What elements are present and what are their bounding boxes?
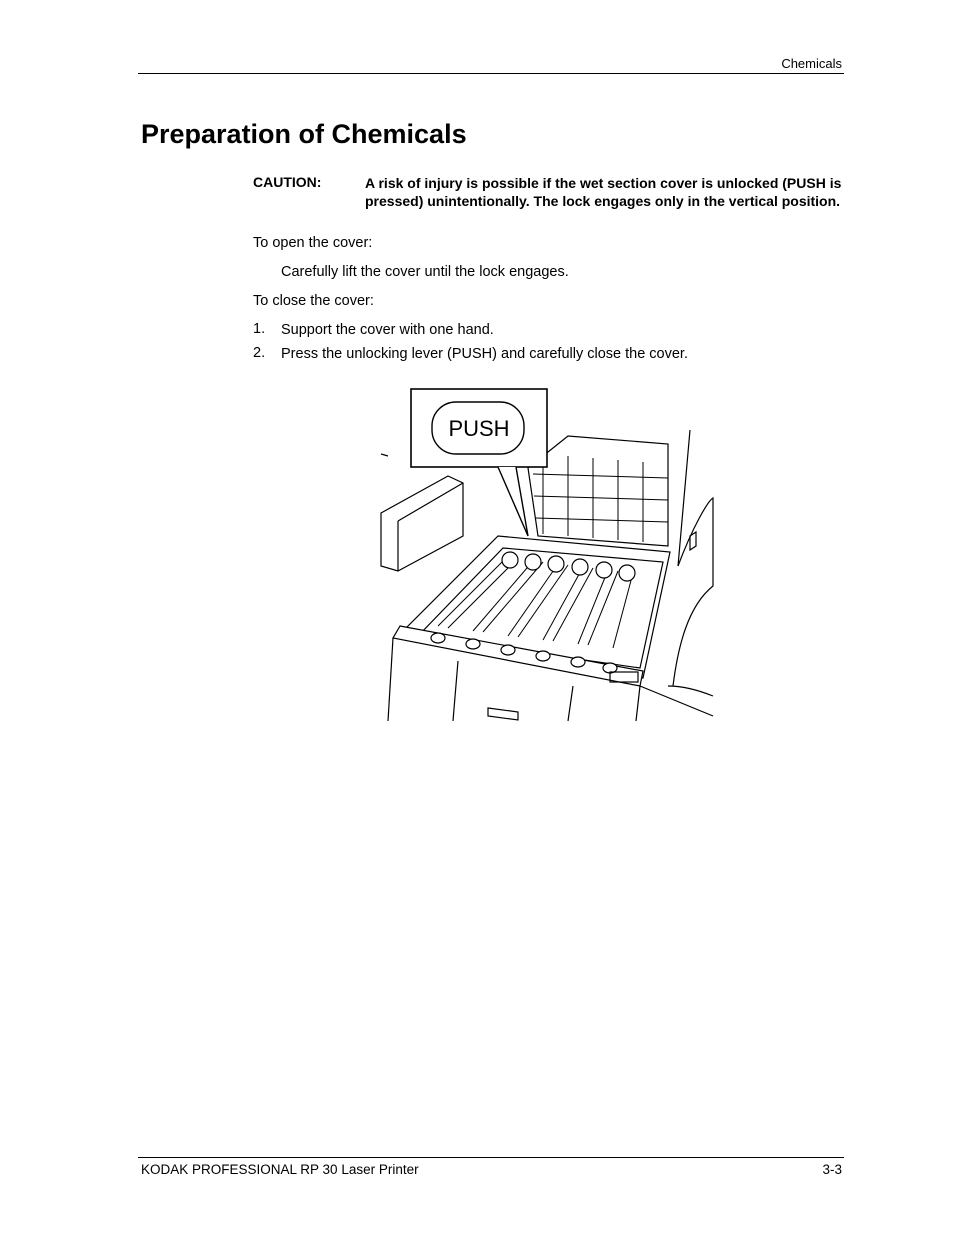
wet-section-illustration xyxy=(378,386,718,722)
caution-text: A risk of injury is possible if the wet section cover is unlocked (PUSH is pressed) unintentionally. The lock engages only in the vertical position. xyxy=(365,175,842,209)
push-callout-label: PUSH xyxy=(448,416,510,441)
header-section-title: Chemicals xyxy=(781,56,842,71)
page-title: Preparation of Chemicals xyxy=(141,119,467,149)
open-cover-heading: To open the cover: xyxy=(253,235,373,251)
header-rule xyxy=(138,73,844,74)
close-cover-heading: To close the cover: xyxy=(253,293,374,309)
step-number: 2. xyxy=(253,345,266,361)
footer-page-number: 3-3 xyxy=(822,1162,842,1177)
step-text: Support the cover with one hand. xyxy=(281,322,494,338)
open-cover-instruction: Carefully lift the cover until the lock engages. xyxy=(281,264,569,280)
footer-product-name: KODAK PROFESSIONAL RP 30 Laser Printer xyxy=(141,1162,419,1177)
caution-label: CAUTION: xyxy=(253,174,322,190)
footer-rule xyxy=(138,1157,844,1158)
step-text: Press the unlocking lever (PUSH) and carefully close the cover. xyxy=(281,346,688,362)
step-number: 1. xyxy=(253,321,266,337)
